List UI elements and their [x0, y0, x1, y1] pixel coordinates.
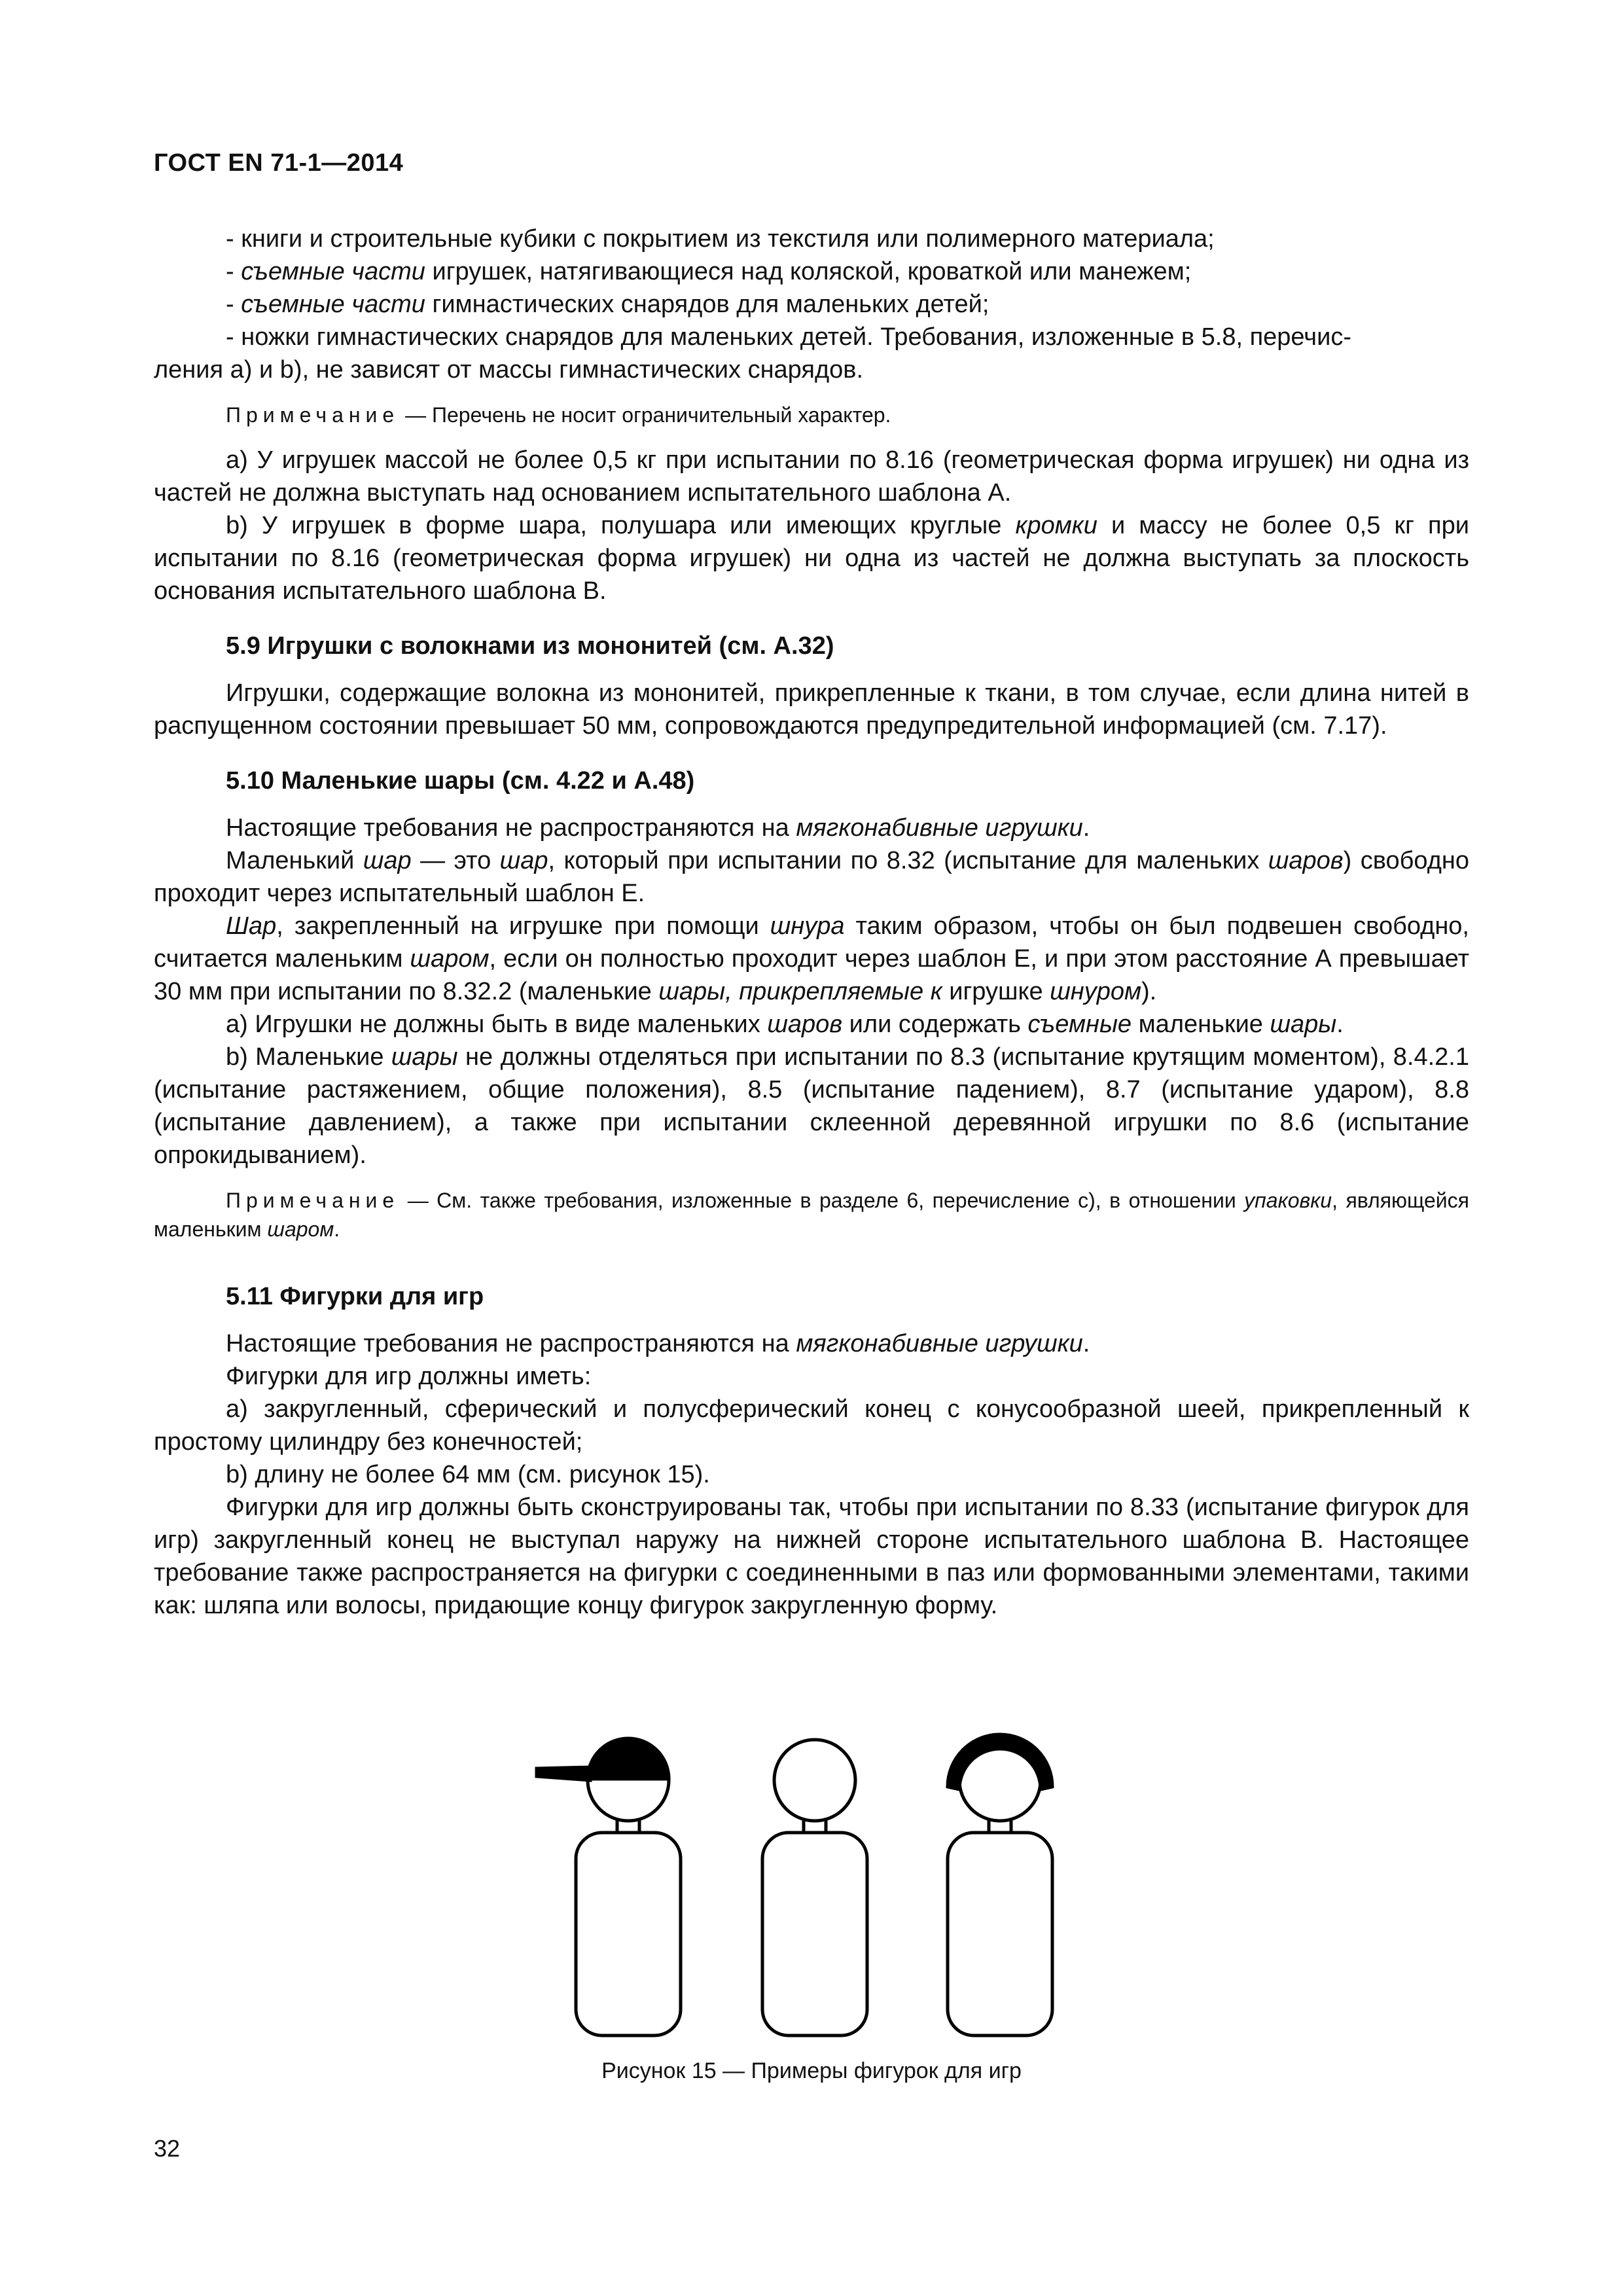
- italic-term: шаров: [1268, 847, 1344, 874]
- list-item: - съемные части гимнастических снарядов для маленьких детей;: [226, 291, 990, 318]
- italic-term: шар: [363, 847, 412, 874]
- italic-term: шар: [499, 847, 548, 874]
- section-5-11-p3: а) закругленный, сферический и полусферический конец с конусообразной шеей, прикрепленный к простому цилиндру без конечностей;: [154, 1395, 1469, 1456]
- figure-plain: [762, 1740, 867, 2036]
- section-5-9-text: Игрушки, содержащие волокна из мононитей, прикрепленные к ткани, в том случае, если длина нитей в распущенном состоянии превышает 50 мм, сопровождаются предупредительной информацией (см. 7.17).: [154, 679, 1469, 740]
- section-5-10-p1: Настоящие требования не распространяются на мягконабивные игрушки.: [226, 814, 1090, 842]
- italic-term: съемные части: [241, 291, 425, 318]
- section-heading-5-10: 5.10 Маленькие шары (см. 4.22 и А.48): [226, 767, 695, 795]
- note-label: Примечание: [226, 1189, 400, 1212]
- figures-illustration: [510, 1708, 1113, 2049]
- italic-term: съемные: [1027, 1011, 1132, 1038]
- italic-term: Шар: [226, 912, 277, 940]
- note: [154, 401, 1469, 429]
- italic-term: шаром: [410, 945, 490, 973]
- italic-term: мягконабивные игрушки: [796, 1330, 1083, 1357]
- section-5-11-p4: b) длину не более 64 мм (см. рисунок 15).: [226, 1461, 710, 1488]
- italic-term: упаковки: [1244, 1189, 1332, 1212]
- cap-visor: [537, 1767, 590, 1780]
- section-5-11-p1: Настоящие требования не распространяются на мягконабивные игрушки.: [226, 1330, 1090, 1357]
- figure-15: [510, 1708, 1113, 2049]
- figure-body: [948, 1833, 1052, 2036]
- figure-caption: Рисунок 15 — Примеры фигурок для игр: [601, 2058, 1022, 2083]
- italic-term: шаров: [767, 1011, 843, 1038]
- italic-term: шары: [1270, 1011, 1337, 1038]
- note-text: — Перечень не носит ограничительный характер.: [405, 403, 891, 427]
- section-5-10-p4: а) Игрушки не должны быть в виде маленьких шаров или содержать съемные маленькие шары.: [226, 1011, 1344, 1038]
- note-text: — См. также требования, изложенные в разделе 6, перечисление с), в отношении упаковки, являющейся маленьким шаром.: [154, 1189, 1470, 1241]
- note-label: Примечание: [226, 403, 400, 427]
- italic-term: шары, прикрепляемые к: [658, 978, 942, 1005]
- list-item: - съемные части игрушек, натягивающиеся над коляской, кроваткой или манежем;: [226, 258, 1192, 285]
- note: [154, 1186, 1469, 1244]
- list: [154, 223, 1469, 386]
- italic-term: мягконабивные игрушки: [796, 814, 1083, 842]
- italic-term: шары: [391, 1043, 458, 1071]
- italic-term: шнуром: [1050, 978, 1142, 1005]
- figure-body: [576, 1833, 681, 2036]
- section-5-10-p5: b) Маленькие шары не должны отделяться при испытании по 8.3 (испытание крутящим моментом), 8.4.2.1 (испытание растяжением, общие положения), 8.5 (испытание падением), 8.7 (испытание ударом), 8.8 (испытание давлением), а также при испытании склеенной деревянной игрушки по 8.6 (испытание опрокидыванием).: [154, 1043, 1469, 1169]
- section-5-11-p2: Фигурки для игр должны иметь:: [226, 1363, 592, 1390]
- italic-term: шнура: [770, 912, 845, 940]
- figure-body: [762, 1833, 867, 2036]
- document-body: [154, 223, 1469, 1622]
- paragraph-a: а) У игрушек массой не более 0,5 кг при испытании по 8.16 (геометрическая форма игрушек) ни одна из частей не должна выступать над основанием испытательного шаблона А.: [154, 446, 1469, 507]
- section-heading-5-11: 5.11 Фигурки для игр: [226, 1283, 484, 1310]
- list-item: - книги и строительные кубики с покрытием из текстиля или полимерного материала;: [226, 225, 1215, 253]
- figure-head: [774, 1740, 855, 1821]
- section-5-10-p2: Маленький шар — это шар, который при испытании по 8.32 (испытание для маленьких шаров) свободно проходит через испытательный шаблон Е.: [154, 847, 1469, 907]
- figure-with-hair: [948, 1734, 1052, 2036]
- italic-term: съемные части: [241, 258, 425, 285]
- section-5-11-p5: Фигурки для игр должны быть сконструированы так, чтобы при испытании по 8.33 (испытание фигурок для игр) закругленный конец не выступал наружу на нижней стороне испытательного шаблона В. Настоящее требование также распространяется на фигурки с соединенными в паз или формованными элементами, такими как: шляпа или волосы, придающие концу фигурок закругленную форму.: [154, 1494, 1469, 1619]
- figure-with-cap: [537, 1738, 681, 2036]
- page-number: 32: [154, 2135, 181, 2162]
- italic-term: шаром: [267, 1217, 334, 1241]
- paragraph-b: b) У игрушек в форме шара, полушара или имеющих круглые кромки и массу не более 0,5 кг при испытании по 8.16 (геометрическая форма игрушек) ни одна из частей не должна выступать за плоскость основания испытательного шаблона В.: [154, 512, 1469, 605]
- section-heading-5-9: 5.9 Игрушки с волокнами из мононитей (см. А.32): [226, 632, 834, 660]
- standard-header: ГОСТ EN 71-1—2014: [154, 149, 404, 177]
- list-item: - ножки гимнастических снарядов для маленьких детей. Требования, изложенные в 5.8, перечис- ления а) и b), не зависят от массы гимнастических снарядов.: [154, 323, 1351, 384]
- italic-term: кромки: [1015, 512, 1097, 539]
- cap-crown: [588, 1738, 669, 1779]
- section-5-10-p3: Шар, закрепленный на игрушке при помощи шнура таким образом, чтобы он был подвешен свободно, считается маленьким шаром, если он полностью проходит через шаблон Е, и при этом расстояние А превышает 30 мм при испытании по 8.32.2 (маленькие шары, прикрепляемые к игрушке шнуром).: [154, 912, 1470, 1005]
